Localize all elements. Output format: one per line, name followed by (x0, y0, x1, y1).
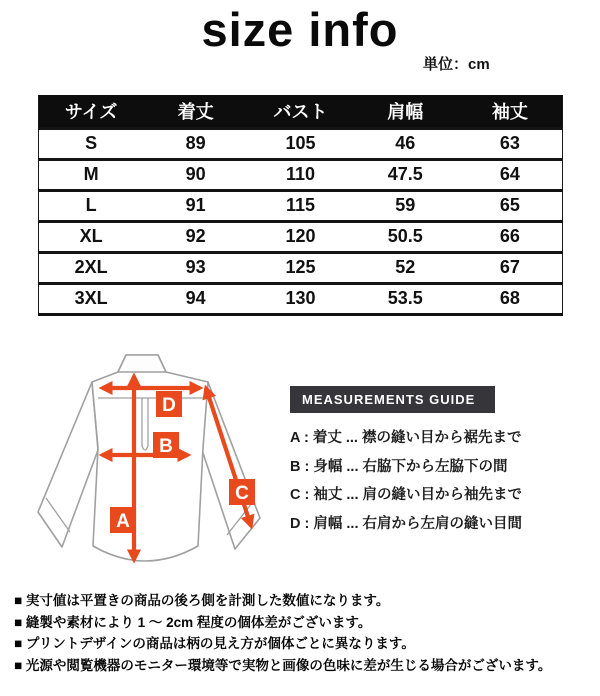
cell-value: 63 (458, 128, 563, 159)
cell-value: 91 (143, 190, 248, 221)
table-row (39, 252, 563, 283)
col-header-size: サイズ (39, 95, 144, 128)
label-c: C (235, 483, 249, 504)
cell-value: 105 (248, 128, 353, 159)
table-row (39, 221, 563, 252)
table-row (39, 159, 563, 190)
size-table (38, 95, 563, 316)
cell-value: 90 (143, 159, 248, 190)
cell-value: 125 (248, 252, 353, 283)
table-row (39, 190, 563, 221)
label-a: A (116, 511, 130, 532)
cell-size: 3XL (39, 283, 144, 314)
col-header-bust: バスト (248, 95, 353, 128)
label-d: D (162, 395, 176, 416)
cell-size: 2XL (39, 252, 144, 283)
cell-value: 94 (143, 283, 248, 314)
cell-size: L (39, 190, 144, 221)
note-line: ■ 実寸値は平置きの商品の後ろ側を計測した数値になります。 (14, 593, 390, 608)
cell-value: 92 (143, 221, 248, 252)
cell-value: 53.5 (353, 283, 458, 314)
table-row (39, 128, 563, 159)
cell-value: 110 (248, 159, 353, 190)
cell-size: M (39, 159, 144, 190)
note-line: ■ 縫製や素材により 1 ～ 2cm 程度の個体差がございます。 (14, 614, 372, 630)
table-row (39, 283, 563, 314)
cell-value: 64 (458, 159, 563, 190)
cell-value: 65 (458, 190, 563, 221)
cell-value: 115 (248, 190, 353, 221)
cell-value: 67 (458, 252, 563, 283)
size-table-header-row (39, 95, 563, 128)
measurements-guide (290, 386, 595, 538)
note-line: ■ 光源や閲覧機器のモニター環境等で実物と画像の色味に差が生じる場合がございます。 (14, 657, 552, 673)
cell-value: 52 (353, 252, 458, 283)
cell-value: 47.5 (353, 159, 458, 190)
note-line: ■ プリントデザインの商品は柄の見え方が個体ごとに異なります。 (14, 636, 415, 651)
col-header-length: 着丈 (143, 95, 248, 128)
guide-item-b: B : 身幅 ... 右脇下から左脇下の間 (290, 458, 508, 475)
guide-item-a: A : 着丈 ... 襟の縫い目から裾先まで (290, 430, 522, 446)
cell-size: XL (39, 221, 144, 252)
cell-size: S (39, 128, 144, 159)
cell-value: 68 (458, 283, 563, 314)
measurements-guide-title: MEASUREMENTS GUIDE (290, 386, 495, 413)
page-title: size info (201, 3, 399, 56)
cell-value: 93 (143, 252, 248, 283)
label-b: B (159, 436, 173, 457)
guide-item-c: C : 袖丈 ... 肩の縫い目から袖先まで (290, 487, 522, 503)
shirt-measurement-diagram (18, 350, 273, 580)
cell-value: 89 (143, 128, 248, 159)
col-header-sleeve: 袖丈 (458, 95, 563, 128)
col-header-shoulder: 肩幅 (353, 95, 458, 128)
cell-value: 59 (353, 190, 458, 221)
footnotes (14, 590, 596, 676)
unit-label: 単位：cm (423, 56, 490, 73)
cell-value: 50.5 (353, 221, 458, 252)
cell-value: 120 (248, 221, 353, 252)
cell-value: 66 (458, 221, 563, 252)
cell-value: 46 (353, 128, 458, 159)
cell-value: 130 (248, 283, 353, 314)
guide-item-d: D : 肩幅 ... 右肩から左肩の縫い目間 (290, 515, 522, 532)
